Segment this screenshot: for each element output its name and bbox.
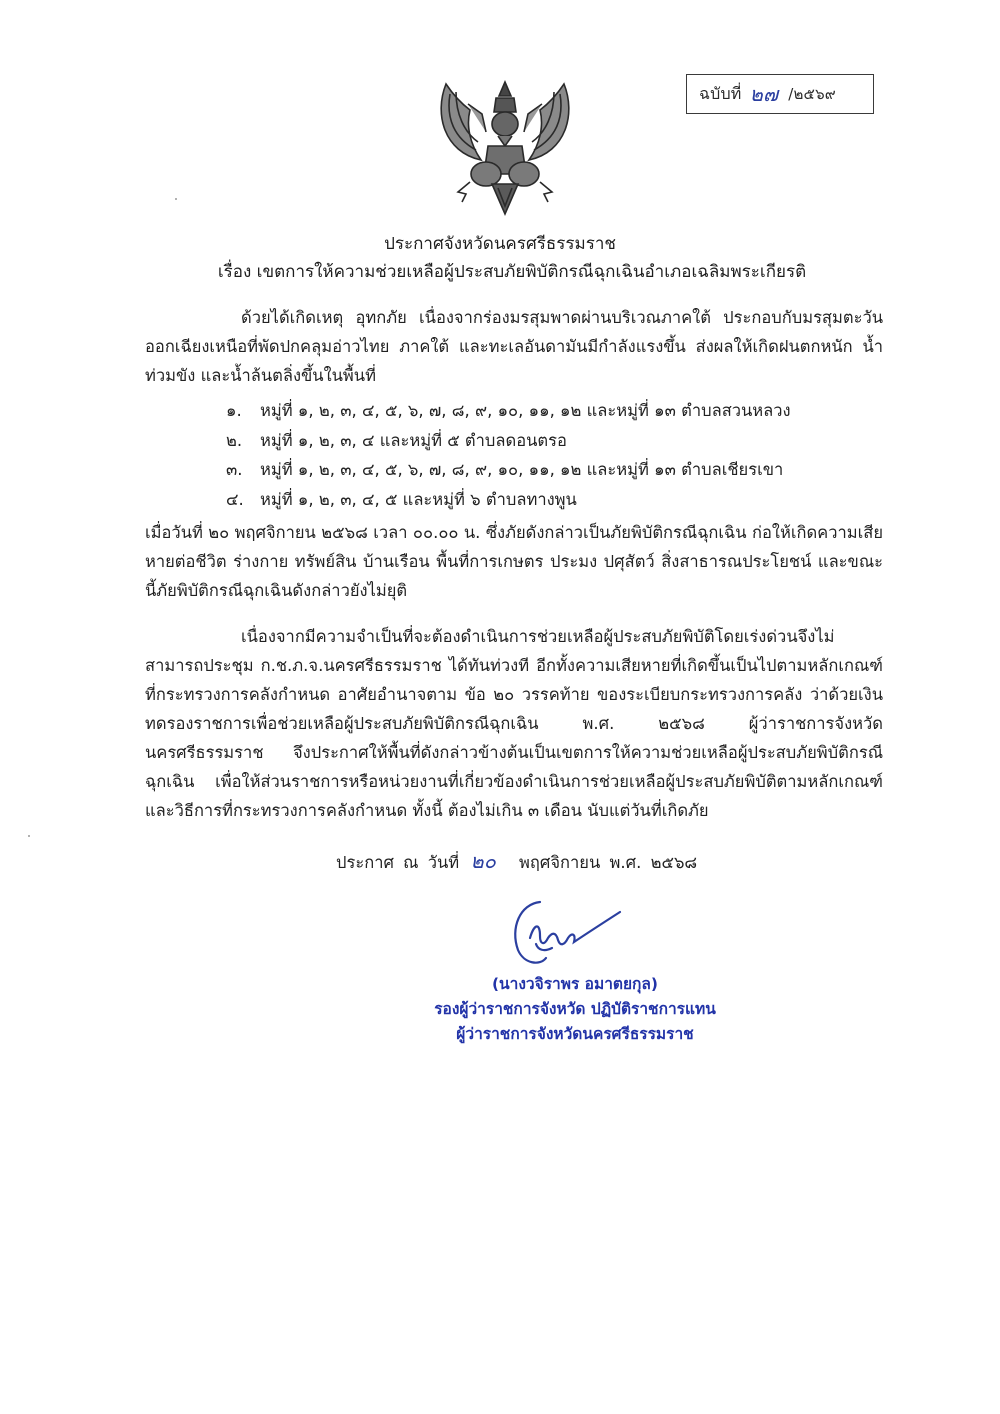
paragraph-event-date: เมื่อวันที่ ๒๐ พฤศจิกายน ๒๕๖๘ เวลา ๐๐.๐๐ น. ซึ่งภัยดังกล่าวเป็นภัยพิบัติกรณีฉุกเฉิน ก่อให้เกิดความเสียหายต่อชีวิต ร่างกาย ทรัพย์สิน บ้านเรือน พื้นที่การเกษตร ประมง ปศุสัตว์ สิ่งสาธารณประโยชน์ และขณะนี้ภัยพิบัติกรณีฉุกเฉินดังกล่าวยังไม่ยุติ — [145, 523, 883, 600]
paragraph-cause: ด้วยได้เกิดเหตุ อุทกภัย เนื่องจากร่องมรสุมพาดผ่านบริเวณภาคใต้ ประกอบกับมรสุมตะวันออกเฉียงเหนือที่พัดปกคลุมอ่าวไทย ภาคใต้ และทะเลอันดามันมีกำลังแรงขึ้น ส่งผลให้เกิดฝนตกหนัก น้ำท่วมขัง และน้ำล้นตลิ่งขึ้นในพื้นที่ — [145, 308, 883, 385]
announcement-title: ประกาศจังหวัดนครศรีธรรมราช — [384, 234, 616, 254]
list-item: ๒. หมู่ที่ ๑, ๒, ๓, ๔ และหมู่ที่ ๕ ตำบลดอนตรอ — [226, 430, 567, 450]
affected-areas-list — [226, 396, 886, 514]
issue-number-box — [686, 74, 874, 114]
issued-month-year: พฤศจิกายน พ.ศ. ๒๕๖๘ — [519, 853, 698, 872]
list-item: ๔. หมู่ที่ ๑, ๒, ๓, ๔, ๕ และหมู่ที่ ๖ ตำบลทางพูน — [226, 489, 577, 509]
signer-position-line1: รองผู้ว่าราชการจังหวัด ปฏิบัติราชการแทน — [434, 1000, 716, 1018]
issue-number-handwritten: ๒๗ — [749, 82, 779, 106]
list-item: ๓. หมู่ที่ ๑, ๒, ๓, ๔, ๕, ๖, ๗, ๘, ๙, ๑๐, ๑๑, ๑๒ และหมู่ที่ ๑๓ ตำบลเชียรเขา — [226, 460, 784, 479]
issued-date-line — [336, 845, 697, 877]
list-item: ๑. หมู่ที่ ๑, ๒, ๓, ๔, ๕, ๖, ๗, ๘, ๙, ๑๐, ๑๑, ๑๒ และหมู่ที่ ๑๓ ตำบลสวนหลวง — [226, 401, 791, 420]
issue-label: ฉบับที่ — [699, 83, 742, 103]
garuda-emblem-icon — [426, 74, 584, 218]
signer-position-line2: ผู้ว่าราชการจังหวัดนครศรีธรรมราช — [456, 1025, 694, 1043]
announcement-subject: เรื่อง เขตการให้ความช่วยเหลือผู้ประสบภัยพิบัติกรณีฉุกเฉินอำเภอเฉลิมพระเกียรติ — [217, 262, 807, 282]
scan-speck — [175, 198, 177, 200]
issued-prefix: ประกาศ ณ วันที่ — [336, 853, 460, 872]
paragraph-declaration: เนื่องจากมีความจำเป็นที่จะต้องดำเนินการช่วยเหลือผู้ประสบภัยพิบัติโดยเร่งด่วนจึงไม่สามารถประชุม ก.ช.ภ.จ.นครศรีธรรมราช ได้ทันท่วงที อีกทั้งความเสียหายที่เกิดขึ้นเป็นไปตามหลักเกณฑ์ที่กระทรวงการคลังกำหนด อาศัยอำนาจตาม ข้อ ๒๐ วรรคท้าย ของระเบียบกระทรวงการคลัง ว่าด้วยเงินทดรองราชการเพื่อช่วยเหลือผู้ประสบภัยพิบัติกรณีฉุกเฉิน พ.ศ. ๒๕๖๘ ผู้ว่าราชการจังหวัดนครศรีธรรมราช จึงประกาศให้พื้นที่ดังกล่าวข้างต้นเป็นเขตการให้ความช่วยเหลือผู้ประสบภัยพิบัติกรณีฉุกเฉิน เพื่อให้ส่วนราชการหรือหน่วยงานที่เกี่ยวข้องดำเนินการช่วยเหลือผู้ประสบภัยพิบัติตามหลักเกณฑ์และวิธีการที่กระทรวงการคลังกำหนด ทั้งนี้ ต้องไม่เกิน ๓ เดือน นับแต่วันที่เกิดภัย — [145, 627, 883, 820]
issued-day-handwritten: ๒๐ — [470, 849, 496, 873]
issue-year: /๒๕๖๙ — [788, 85, 836, 103]
scan-speck — [28, 835, 30, 837]
signer-name: (นางวจิราพร อมาตยกุล) — [491, 975, 659, 993]
handwritten-signature-icon — [500, 888, 660, 978]
